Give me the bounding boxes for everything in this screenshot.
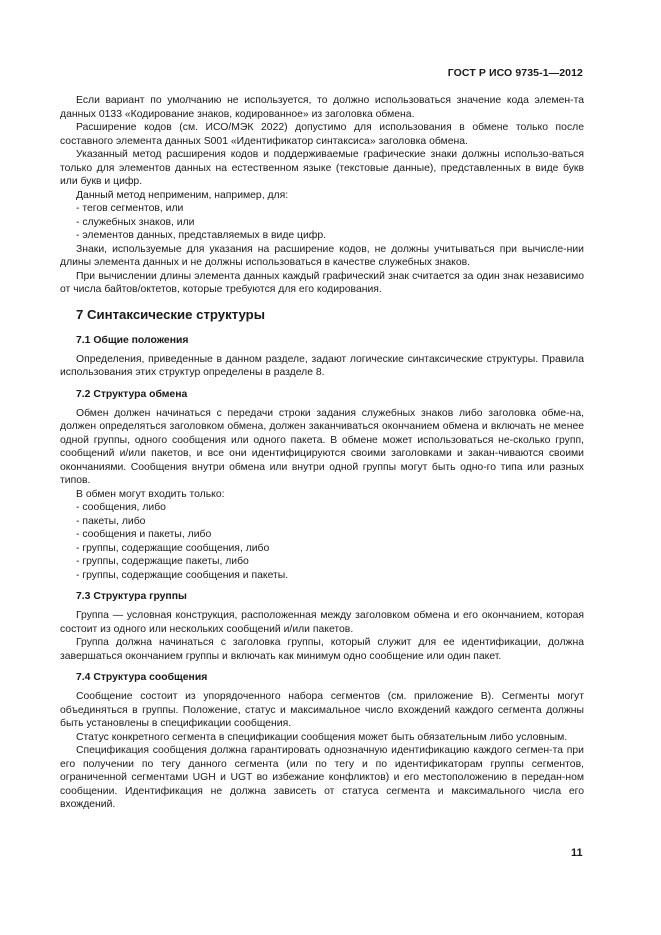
list-item: - сообщения и пакеты, либо (76, 529, 212, 540)
list-item: - группы, содержащие сообщения, либо (76, 542, 270, 554)
page-number: 11 (571, 847, 583, 859)
list-item: - тегов сегментов, или (76, 203, 184, 214)
list-item: - служебных знаков, или (76, 216, 195, 228)
subsection-heading: 7.2 Структура обмена (76, 388, 188, 400)
paragraph: Группа должна начинаться с заголовка группы, который служит для ее идентификации, должна завершаться окончанием группы и включать как минимум одно сообщение или один пакет. (60, 637, 584, 662)
paragraph: Спецификация сообщения должна гарантировать однозначную идентификацию каждого сегмен-та при его получении по тегу данного сегмента (или по тегу и по идентификаторам группы сегментов, ограниченной сегментами UGH и UGT во избежание конфликтов) и его местоположению в передан-ном сообщении. Идентификация не должна зависеть от статуса сегмента и максимального числа его вхождений. (60, 745, 584, 810)
section-heading: 7 Синтаксические структуры (76, 306, 265, 322)
paragraph: В обмен могут входить только: (76, 488, 225, 500)
paragraph: Знаки, используемые для указания на расширение кодов, не должны учитываться при вычисле-нии длины элемента данных и не должны использоваться в качестве служебных знаков. (60, 243, 584, 268)
subsection-heading: 7.1 Общие положения (76, 334, 189, 346)
paragraph: Расширение кодов (см. ИСО/МЭК 2022) допустимо для использования в обмене только после составного элемента данных S001 «Идентификатор синтаксиса» заголовка обмена. (60, 122, 584, 147)
paragraph: Если вариант по умолчанию не используется, то должно использоваться значение кода элемен-та данных 0133 «Кодирование знаков, кодированное» из заголовка обмена. (60, 95, 584, 120)
paragraph: Статус конкретного сегмента в спецификации сообщения может быть обязательным либо условным. (76, 731, 568, 743)
list-item: - группы, содержащие сообщения и пакеты. (76, 569, 289, 581)
list-item: - сообщения, либо (76, 502, 166, 513)
paragraph: Обмен должен начинаться с передачи строки задания служебных знаков либо заголовка обме-на, должен определяться заголовком обмена, должен заканчиваться окончанием обмена и включать не менее одной группы, одного сообщения или одного пакета. В обмене может использоваться не-сколько групп, сообщений и/или пакетов, и все они идентифицируются своими заголовками и закан-чиваются своими окончаниями. Сообщения внутри обмена или внутри одной группы могут быть одно-го типа или разных типов. (60, 407, 584, 486)
subsection-heading: 7.4 Структура сообщения (76, 672, 208, 683)
subsection-heading: 7.3 Структура группы (76, 591, 187, 602)
paragraph: Группа — условная конструкция, расположенная между заголовком обмена и его окончанием, которая состоит из одного или нескольких сообщений и/или пакетов. (60, 610, 584, 635)
list-item: - элементов данных, представляемых в виде цифр. (76, 230, 327, 241)
document-body (60, 94, 584, 812)
paragraph: Определения, приведенные в данном разделе, задают логические синтаксические структуры. Правила использования этих структур определены в разделе 8. (60, 353, 584, 378)
document-header: ГОСТ Р ИСО 9735-1—2012 (447, 67, 583, 79)
paragraph: Данный метод неприменим, например, для: (76, 189, 289, 201)
paragraph: Сообщение состоит из упорядоченного набора сегментов (см. приложение В). Сегменты могут объединяться в группы. Положение, статус и максимальное число вхождений каждого сегмента должны быть установлены в спецификации сообщения. (60, 691, 584, 729)
list-item: - пакеты, либо (76, 515, 146, 527)
paragraph: Указанный метод расширения кодов и поддерживаемые графические знаки должны использо-ваться только для элементов данных на естественном языке (текстовые данные), представленных в виде букв или букв и цифр. (60, 149, 584, 187)
list-item: - группы, содержащие пакеты, либо (76, 556, 249, 567)
paragraph: При вычислении длины элемента данных каждый графический знак считается за один знак независимо от числа байтов/октетов, которые требуются для его кодирования. (60, 270, 584, 295)
